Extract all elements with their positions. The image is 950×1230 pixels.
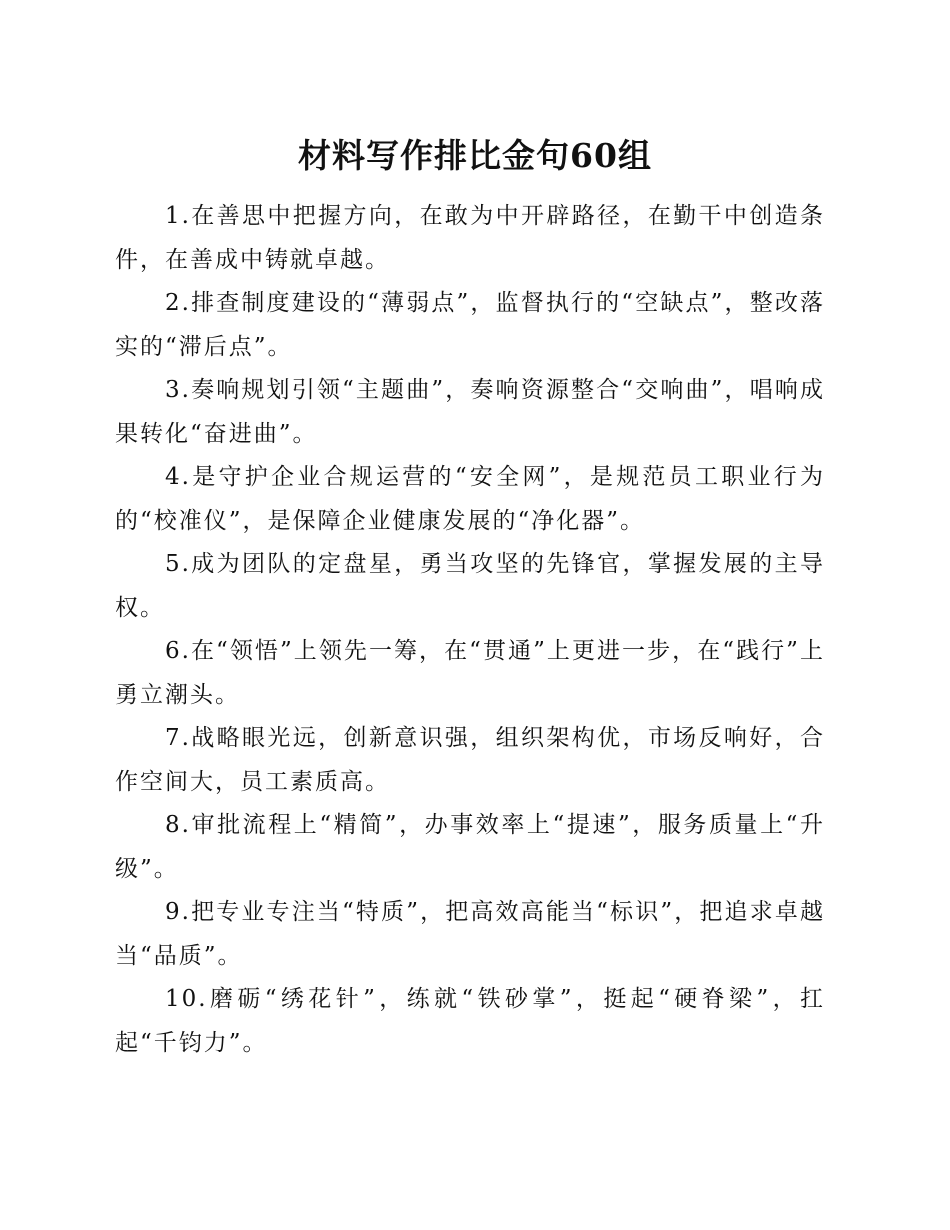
paragraph-10: 10.磨砺“绣花针”，练就“铁砂掌”，挺起“硬脊梁”，扛起“千钧力”。 (115, 986, 825, 1056)
paragraph-3: 3.奏响规划引领“主题曲”，奏响资源整合“交响曲”，唱响成果转化“奋进曲”。 (115, 377, 825, 447)
paragraph-5: 5.成为团队的定盘星，勇当攻坚的先锋官，掌握发展的主导权。 (115, 551, 825, 621)
paragraph-1: 1.在善思中把握方向，在敢为中开辟路径，在勤干中创造条件，在善成中铸就卓越。 (115, 203, 825, 273)
paragraph-6: 6.在“领悟”上领先一筹，在“贯通”上更进一步，在“践行”上勇立潮头。 (115, 638, 825, 708)
document-title: 材料写作排比金句60组 (298, 136, 652, 175)
paragraph-9: 9.把专业专注当“特质”，把高效高能当“标识”，把追求卓越当“品质”。 (115, 899, 825, 969)
paragraph-8: 8.审批流程上“精简”，办事效率上“提速”，服务质量上“升级”。 (115, 812, 825, 882)
document-body (115, 195, 825, 1065)
paragraph-4: 4.是守护企业合规运营的“安全网”，是规范员工职业行为的“校准仪”，是保障企业健康发展的“净化器”。 (115, 464, 825, 534)
paragraph-7: 7.战略眼光远，创新意识强，组织架构优，市场反响好，合作空间大，员工素质高。 (115, 725, 825, 795)
paragraph-2: 2.排查制度建设的“薄弱点”，监督执行的“空缺点”，整改落实的“滞后点”。 (115, 290, 825, 360)
